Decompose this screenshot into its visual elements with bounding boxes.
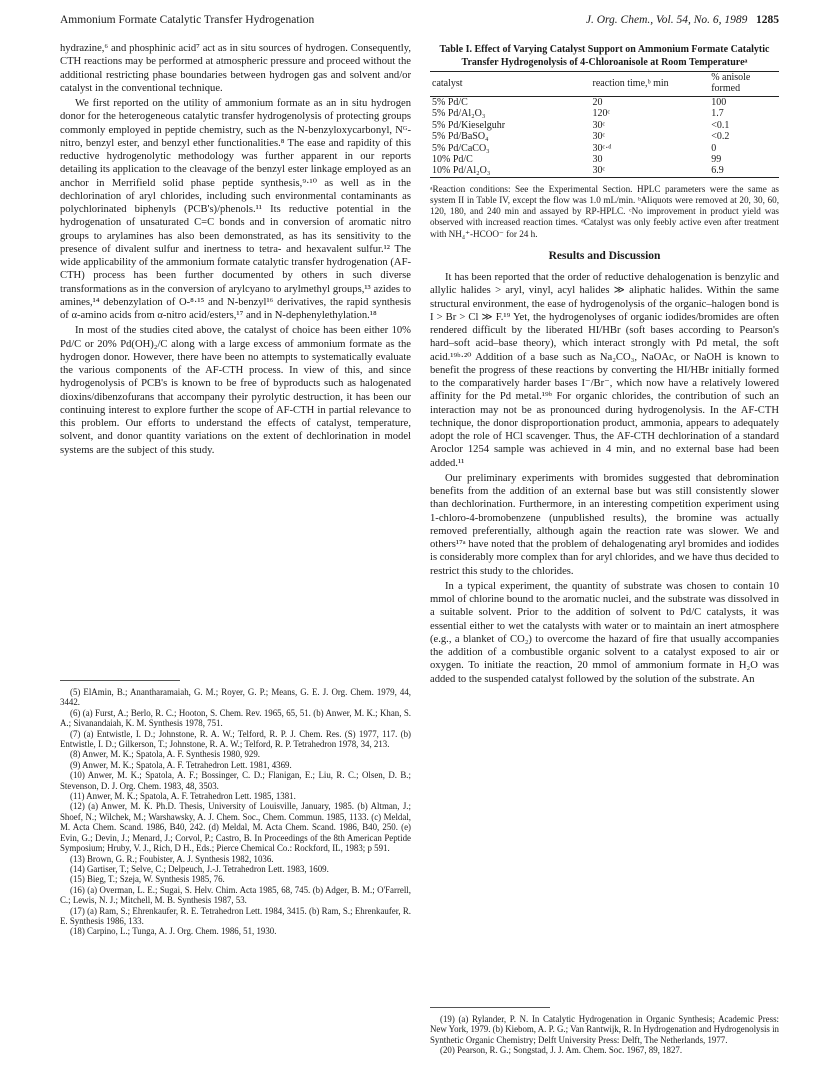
table-cell: 6.9: [711, 165, 724, 177]
reference-item: (8) Anwer, M. K.; Spatola, A. F. Synthesis 1980, 929.: [70, 749, 260, 760]
table-cell: 10% Pd/C: [432, 154, 473, 166]
table-header-row: [430, 72, 779, 95]
body-paragraph: It has been reported that the order of reductive dehalogenation is benzylic and allylic halides > aryl, vinyl, acyl halides ≫ aliphatic halides. Within the same structural environment, the ease of hydrogenolysis of the organic–halogen bond is I > Br > Cl ≫ F.¹⁹ Yet, the hydrogenolyses of organic iodides/bromides are often rendered difficult by the liberated HI/HBr (soft bases according to Pearson's hard–soft acid–base theory), which interact strongly with Pd metal, the soft acid.¹⁹ᵇ·²⁰ Addition of a base such as Na₂CO₃, NaOAc, or NaOH is known to benefit the progress of these reactions by converting the HI/HBr initially formed to the comparatively harder bases I⁻/Br⁻, which now have a relatively lowered affinity for the Pd metal.¹⁹ᵇ For organic chlorides, the contribution of such an interaction may not be as pronounced during hydrogenolysis. In the AF-CTH technique, the donor disproportionation product, ammonia, appears to adequately adopt the role of HCl scavenger. Thus, the AF-CTH dechlorination of a standard Aroclor 1254 sample was achieved in 4 min, and no external base had been added.¹¹: [430, 272, 779, 469]
reference-item: (18) Carpino, L.; Tunga, A. J. Org. Chem. 1986, 51, 1930.: [70, 926, 277, 937]
table-cell: 30ᶜ: [592, 165, 606, 177]
table-cell: 30: [592, 154, 603, 166]
reference-item: (14) Gartiser, T.; Selve, C.; Delpeuch, J.-J. Tetrahedron Lett. 1983, 1609.: [70, 863, 329, 874]
reference-item: (19) (a) Rylander, P. N. In Catalytic Hydrogenation in Organic Synthesis; Academic Press: New York, 1979. (b) Kiebom, A. P. G.; Van Rantwijk, R. In Hydrogenation and Hydrogenolysis in Synthetic Organic Chemistry; Delft University Press: Delft, The Netherlands, 1977.: [430, 1014, 779, 1045]
table-cell: 5% Pd/C: [432, 97, 468, 108]
table-row: [430, 154, 779, 165]
table-cell: 5% Pd/BaSO₄: [432, 131, 489, 143]
footnote-separator: [430, 1007, 550, 1008]
table-row: [430, 131, 779, 142]
section-heading: Results and Discussion: [548, 249, 661, 262]
reference-item: (13) Brown, G. R.; Foubister, A. J. Synthesis 1982, 1036.: [70, 853, 274, 864]
body-paragraph: Our preliminary experiments with bromides suggested that debromination benefits from the addition of an external base but was still consistently slower than dechlorination. Furthermore, in an interesting competition experiment using 1-chloro-4-bromobenzene (unpublished results), the bromine was actually removed preferentially, although again the reaction rate was slower. We and others¹⁷ᵃ have noted that the problem of dehalogenating aryl bromides and iodides is considerably more complex than for aryl chlorides, and we have thus decided to restrict this study to the chlorides.: [430, 472, 779, 577]
table-cell: 30ᶜ·ᵈ: [592, 142, 612, 154]
reference-item: (11) Anwer, M. K.; Spatola, A. F. Tetrahedron Lett. 1985, 1381.: [70, 791, 296, 802]
table-cell: <0.2: [711, 131, 730, 143]
journal-name: J. Org. Chem., Vol. 54, No. 6, 1989: [585, 14, 748, 26]
column-header: reaction time,ᵇ min: [592, 77, 669, 89]
table-cell: 30ᶜ: [592, 131, 606, 143]
left-column: [60, 42, 411, 459]
table-cell: 120ᶜ: [592, 108, 611, 120]
table-cell: 99: [711, 154, 722, 166]
body-paragraph: hydrazine,⁶ and phosphinic acid⁷ act as in situ sources of hydrogen. Consequently, CTH reactions may be performed at atmospheric pressure and proceed without the additional restricting phase boundaries between hydrogen gas and solvent and/or catalyst in the conventional technique.: [60, 43, 411, 94]
table-cell: 10% Pd/Al₂O₃: [432, 165, 491, 177]
table-cell: 0: [711, 142, 717, 154]
reference-item: (15) Bieg, T.; Szeja, W. Synthesis 1985, 76.: [70, 874, 225, 885]
footnote-references-left: [60, 680, 411, 937]
reference-item: (7) (a) Entwistle, I. D.; Johnstone, R. A. W.; Telford, R. P. J. Chem. Res. (S) 1977, 117. (b) Entwistle, I. D.; Gilkerson, T.; Johnstone, R. A. W.; Telford, R. P. Tetrahedron 1978, 34, 213.: [60, 728, 411, 750]
table-cell: 1.7: [711, 108, 724, 120]
table-row: [430, 97, 779, 109]
table-row: [430, 120, 779, 131]
data-table: [430, 71, 779, 178]
reference-item: (10) Anwer, M. K.; Spatola, A. F.; Bossinger, C. D.; Flanigan, E.; Liu, R. C.; Olsen, D. B.; Stevenson, D. J. Org. Chem. 1983, 48, 3503.: [60, 770, 411, 791]
page-number: 1285: [756, 14, 779, 26]
column-header: catalyst: [432, 77, 463, 89]
reference-item: (9) Anwer, M. K.; Spatola, A. F. Tetrahedron Lett. 1981, 4369.: [70, 759, 292, 770]
right-column: [430, 42, 779, 688]
running-title: Ammonium Formate Catalytic Transfer Hydrogenation: [60, 14, 315, 26]
body-paragraph: We first reported on the utility of ammonium formate as an in situ hydrogen donor for the heterogeneous catalytic transfer hydrogenolysis of protecting groups commonly employed in peptide chemistry, such as the N-benzyloxycarbonyl, Nᴳ-nitro, benzyl ester, and benzyl ether functionalities.⁸ The ease and rapidity of this reductive hydrogenolytic methodology was further apparent in our reports detailing its application to the cleavage of the benzyl ester linkage employed as an anchor in Merrifield solid phase peptide synthesis,⁹·¹⁰ as well as in the dechlorination of aryl chlorides, including such environmental contaminants as polychlorinated biphenyls (PCB's)/phenols.¹¹ Its reductive potential in the hydrogenation of unsaturated C=C bonds and in conversion of aromatic nitro groups to arylamines has also been demonstrated, as has its sensitivity to the presence of divalent sulfur and inertness to tetra- and hexavalent sulfur.¹² The wide applicability of the ammonium formate catalytic transfer hydrogenation (AF-CTH) process has been further documented by others in such diverse transformations as in the conversion of arylcyano to arylmethyl groups,¹³ azides to amines,¹⁴ debenzylation of O-⁸·¹⁵ and N-benzyl¹⁶ derivatives, the rapid synthesis of α-amino acids from α-nitro acid/esters,¹⁷ and in N-dephenylethylation.¹⁸: [60, 98, 411, 321]
reference-item: (6) (a) Furst, A.; Berlo, R. C.; Hooton, S. Chem. Rev. 1965, 65, 51. (b) Anwer, M. K.; Khan, S. A.; Sivanandaiah, K. M. Synthesis 1978, 751.: [60, 707, 411, 729]
footnote-separator: [60, 680, 180, 681]
table-cell: 5% Pd/Al₂O₃: [432, 108, 486, 120]
table-title: Table I. Effect of Varying Catalyst Support on Ammonium Formate Catalytic Transfer Hydrogenolysis of 4-Chloroanisole at Room Temperatureᵃ: [439, 44, 770, 68]
reference-item: (16) (a) Overman, L. E.; Sugai, S. Helv. Chim. Acta 1985, 68, 745. (b) Adger, B. M.; O'Farrell, C.; Lewis, N. J.; Mitchell, M. B. Synthesis 1987, 53.: [60, 884, 411, 906]
table-cell: 20: [592, 97, 603, 108]
body-paragraph: In a typical experiment, the quantity of substrate was chosen to contain 10 mmol of chlorine bound to the aromatic nuclei, and the substrate was dissolved in a suitable solvent. Prior to the addition of solvent to Pd/C catalysts, it was essential either to wet the catalysts with water or to maintain an inert atmosphere (e.g., a blanket of CO₂) to overcome the hazard of fire that usually accompanies the addition of a combustible organic solvent to a catalyst exposed to air or oxygen. To initiate the reaction, 20 mmol of ammonium formate in H₂O was added to the suspended catalyst followed by the solution of the substrate. An: [430, 580, 779, 685]
table-cell: 5% Pd/Kieselguhr: [432, 119, 506, 131]
reference-item: (5) ElAmin, B.; Anantharamaiah, G. M.; Royer, G. P.; Means, G. E. J. Org. Chem. 1979, 44, 3442.: [60, 687, 411, 708]
table-row: [430, 108, 779, 119]
table-footnote: ᵃReaction conditions: See the Experimental Section. HPLC parameters were the same as system II in Table IV, except the flow was 1.0 mL/min. ᵇAliquots were removed at 20, 30, 60, 120, 180, and 240 min and assayed by RP-HPLC. ᶜNo improvement in product yield was observed with increased reaction times. ᵈCatalyst was only feebly active even after treatment with NH₄⁺-HCOO⁻ for 24 h.: [430, 183, 779, 239]
footnote-references-right: [430, 1007, 779, 1056]
table-row: [430, 143, 779, 154]
column-header: % anisole formed: [711, 72, 751, 94]
table-cell: 100: [711, 97, 727, 108]
table-row: [430, 165, 779, 177]
table-cell: <0.1: [711, 119, 730, 131]
table-cell: 30ᶜ: [592, 119, 606, 131]
reference-item: (17) (a) Ram, S.; Ehrenkaufer, R. E. Tetrahedron Lett. 1984, 3415. (b) Ram, S.; Ehrenkaufer, R. E. Synthesis 1986, 133.: [60, 905, 411, 926]
reference-item: (20) Pearson, R. G.; Songstad, J. J. Am. Chem. Soc. 1967, 89, 1827.: [440, 1045, 683, 1056]
table-cell: 5% Pd/CaCO₃: [432, 142, 490, 154]
journal-citation: [586, 14, 779, 26]
body-paragraph: In most of the studies cited above, the catalyst of choice has been either 10% Pd/C or 20% Pd(OH)₂/C along with a large excess of ammonium formate as the hydrogen donor. However, there have been no attempts to systematically evaluate the various components of the AF-CTH process. In view of this, and since hydrogenolysis of PCB's is known to be free of byproducts such as halogenated dioxins/dibenzofurans that accompany their pyrolytic destruction, it has been our continuing interest to explore further the scope of AF-CTH in partial relevance to this problem. Our efforts to understand the effects of catalyst, temperature, solvent, and donor quantity variations on the extent of dechlorination in model systems are the subject of this study.: [60, 325, 411, 456]
reference-item: (12) (a) Anwer, M. K. Ph.D. Thesis, University of Louisville, January, 1985. (b) Altman, J.; Shoef, N.; Wilchek, M.; Warshawsky, A. J. Chem. Soc., Chem. Commun. 1985, 1133. (c) Meldal, M. Acta Chem. Scand. 1986, B40, 242. (d) Meldal, M. Acta Chem. Scand. 1986, B40, 250. (e) Evin, G.; Devin, J.; Menard, J.; Corvol, P.; Castro, B. In Proceedings of the 8th American Peptide Symposium; Hruby, V. J., Rich, D H., Eds.; Pierce Chemical Co.: Rockford, IL, 1983; p 591.: [60, 801, 411, 854]
